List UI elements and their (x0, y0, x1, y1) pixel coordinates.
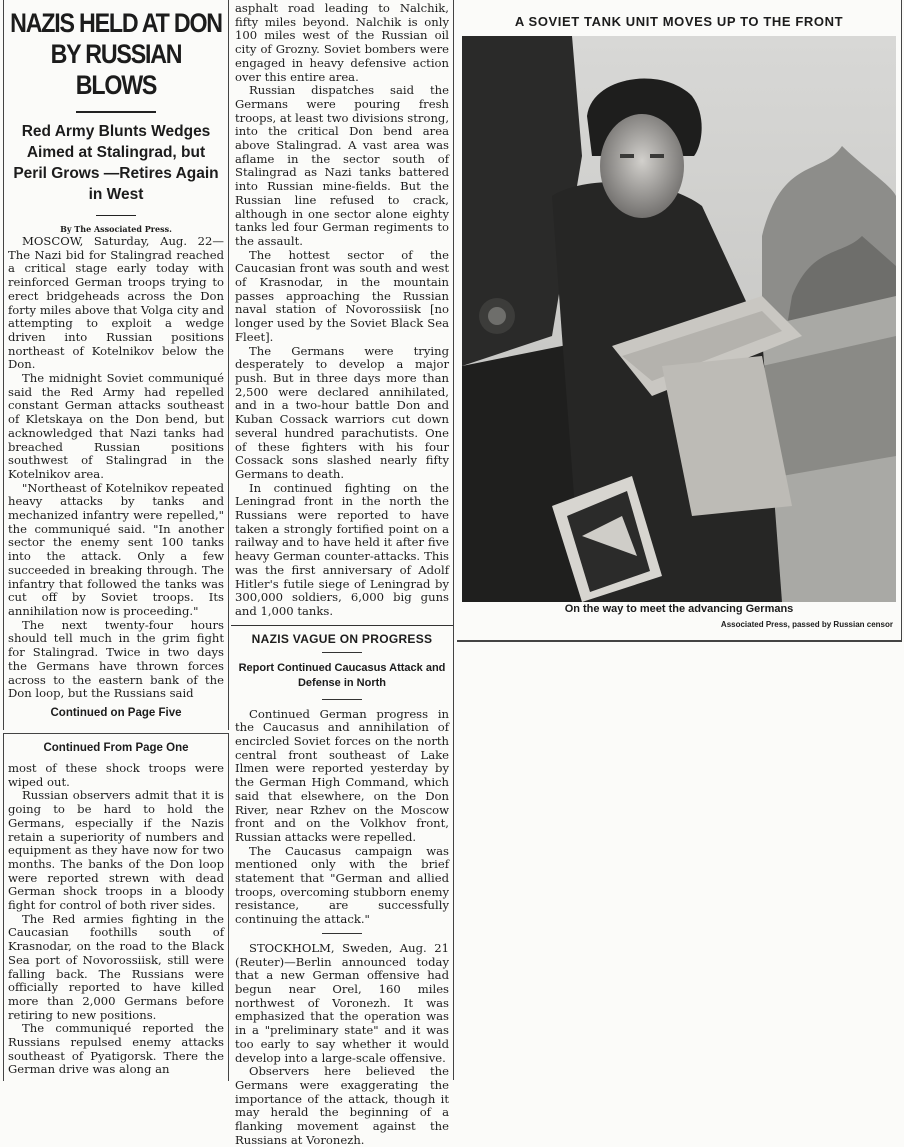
paragraph: asphalt road leading to Nalchik, fifty miles beyond. Nalchik is only 100 miles west of the Russian oil city of Grozny. Soviet bombers were engaged in heavy defensive action over this entire area. (235, 1, 449, 84)
paragraph: The Red armies fighting in the Caucasian foothills south of Krasnodar, on the road to the Black Sea port of Novorossiisk, still were falling back. The Russians were officially reported to have killed more than 2,000 Germans before retiring to new positions. (8, 911, 224, 1022)
headline-line-2: BY RUSSIAN BLOWS (50, 39, 182, 100)
subheadline: Red Army Blunts Wedges Aimed at Stalingrad, but Peril Grows —Retires Again in West (13, 123, 219, 203)
paragraph: The next twenty-four hours should tell much in the grim fight for Stalingrad. Twice in two days the Germans have thrown forces across to the eastern bank of the Don loop, but the Russians said (8, 617, 224, 701)
subhead-rule (96, 215, 136, 216)
article-column-2 (231, 0, 454, 1147)
section-rule (231, 625, 453, 626)
section-rule-short (322, 699, 362, 700)
paragraph: "Northeast of Kotelnikov repeated heavy attacks by tanks and mechanized infantry were repelled," the communiqué said. "In another sector the enemy sent 100 tanks into the attack. Only a few succeeded in breaking through. The infantry that followed the tanks was cut off by Soviet troops. Its annihilation now is proceeding." (8, 480, 224, 618)
paragraph: Russian dispatches said the Germans were pouring fresh troops, at least two divisions strong, into the critical Don bend area above Stalingrad. A vast area was aflame in the sector south of Stalingrad as Nazi tanks battered into Russian mine-fields. But the Russian line refused to crack, although in one sector alone eighty tanks led four German regiments to the assault. (235, 83, 450, 248)
paragraph: The Germans were trying desperately to develop a major push. But in three days more than 2,500 were declared annihilated, and in a two-hour battle Don and Kuban Cossack warriors cut down several hundred parachutists. One of these fighters with his four Cossack sons slashed nearly fifty Germans to death. (235, 343, 449, 481)
section-heading: NAZIS VAGUE ON PROGRESS (251, 631, 433, 646)
photo-credit: Associated Press, passed by Russian censor (720, 620, 893, 629)
paragraph: Observers here believed the Germans were exaggerating the importance of the attack, though it may herald the beginning of a flanking movement against the Russians at Voronezh. (235, 1064, 449, 1147)
paragraph: Continued German progress in the Caucasus and annihilation of encircled Soviet forces on the north central front southeast of Lake Ilmen were reported yesterday by the German High Command, which said that elsewhere, on the Don River, near Rzhev on the Moscow front and on the Volkhov front, Russian attacks were repelled. (235, 706, 449, 844)
section-subheading: Report Continued Caucasus Attack and Defense in North (238, 661, 446, 689)
paragraph: MOSCOW, Saturday, Aug. 22—The Nazi bid for Stalingrad reached a critical stage early today with reinforced German troops trying to erect bridgeheads across the Don forty miles above that Volga city and attempting to exploit a wedge driven into Russian positions northeast of Kotelnikov below the Don. (8, 234, 224, 372)
paragraph: Russian observers admit that it is going to be hard to hold the Germans, especially if the Nazis retain a superiority of numbers and equipment as they have now for two months. The banks of the Don loop were reported strewn with dead German shock troops in a bloody fight for control of both river sides. (8, 788, 224, 913)
article-column-1 (3, 0, 229, 730)
photo-caption: On the way to meet the advancing Germans (564, 603, 794, 615)
paragraph: The Caucasus campaign was mentioned only with the brief statement that "German and allied troops, overcoming stubborn enemy resistance, are successfully continuing the attack." (235, 843, 449, 927)
headline-rule (76, 111, 156, 113)
byline: By The Associated Press. (60, 224, 172, 234)
article-continuation (3, 733, 229, 1081)
photo-soviet-soldier (462, 36, 896, 602)
paragraph: The hottest sector of the Caucasian front was south and west of Krasnodar, in the mountain passes approaching the Russian naval station of Novorossiisk [no longer used by the Soviet Black Sea Fleet]. (235, 247, 449, 344)
section-rule-short (322, 652, 362, 653)
paragraph: most of these shock troops were wiped out. (8, 761, 224, 789)
continued-on-notice: Continued on Page Five (50, 706, 182, 719)
paragraph: The communiqué reported the Russians repulsed enemy attacks southeast of Pyatigorsk. There the German drive was along an (8, 1021, 224, 1077)
headline-line-1: NAZIS HELD AT DON (10, 8, 222, 38)
photo-title: A SOVIET TANK UNIT MOVES UP TO THE FRONT (514, 14, 844, 29)
headline (9, 8, 224, 101)
paragraph: The midnight Soviet communiqué said the Red Army had repelled constant German attacks southeast of Kletskaya on the Don bend, but acknowledged that Nazi tanks had breached Russian positions southwest of Stalingrad in the Kotelnikov area. (8, 371, 224, 481)
continued-from-notice: Continued From Page One (43, 742, 189, 754)
paragraph: In continued fighting on the Leningrad front in the north the Russians were reported to have taken a strongly fortified point on a railway and to have held it after five heavy German counter-attacks. This was the first anniversary of Adolf Hitler's futile siege of Leningrad by 300,000 soldiers, 6,000 big guns and 1,000 tanks. (235, 480, 449, 618)
photo-illustration (462, 36, 896, 602)
dispatch-rule (322, 933, 362, 934)
photo-block (457, 0, 902, 642)
paragraph: STOCKHOLM, Sweden, Aug. 21 (Reuter)—Berlin announced today that a new German offensive had begun near Orel, 160 miles northwest of Voronezh. It was emphasized that the operation was in a "preliminary state" and it was too early to say whether it would develop into a large-scale offensive. (235, 940, 449, 1065)
